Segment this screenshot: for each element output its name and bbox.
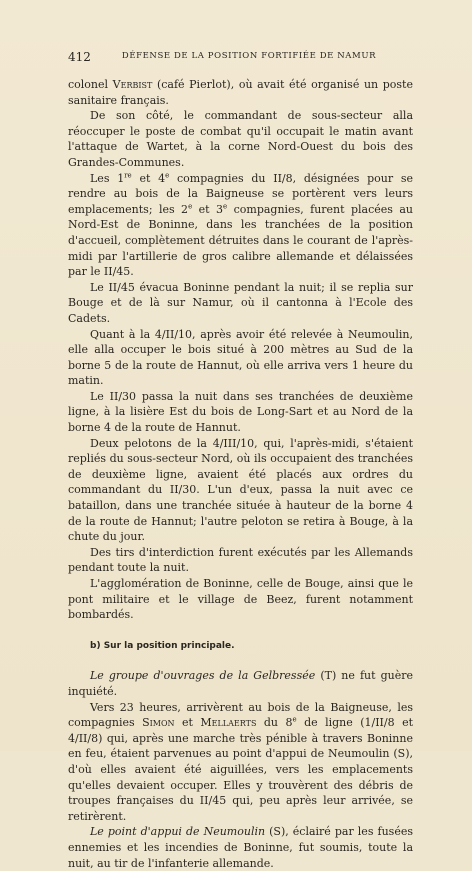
paragraph-p6 (68, 389, 413, 436)
text-segment: e (165, 170, 170, 179)
paragraph-p4 (68, 280, 413, 327)
text-segment: De son côté, le commandant de sous-secteur alla réoccuper le poste de combat qu'il occupait le matin avant l'attaque de Wartet, à la corne Nord-Ouest du bois des Grandes-Communes. (68, 109, 413, 169)
text-segment: re (124, 170, 132, 179)
text-segment: Les 1 (90, 171, 125, 185)
text-segment: Le groupe d'ouvrages de la Gelbressée (90, 669, 316, 683)
text-segment: (S), éclairé par les fusées ennemies et les incendies de Boninne, fut soumis, toute la nuit, au tir de l'infanterie allemande. (68, 825, 413, 870)
text-segment: Le II/45 évacua Boninne pendant la nuit; il se replia sur Bouge et de là sur Namur, où il cantonna à l'Ecole des Cadets. (68, 280, 413, 325)
text-segment: et 4 (131, 171, 166, 185)
paragraph-p2 (68, 108, 413, 170)
text-block-before-heading (68, 77, 413, 623)
text-segment: Le point d'appui de Neumoulin (90, 825, 266, 839)
paragraph-p5 (68, 327, 413, 389)
section-heading: b) Sur la position principale. (90, 640, 235, 651)
paragraph-p11 (68, 700, 413, 825)
paragraph-p7 (68, 436, 413, 545)
text-segment: e (292, 715, 297, 724)
text-segment: du 8 (256, 716, 293, 730)
text-segment: Mellaerts (200, 716, 257, 730)
paragraph-p8 (68, 545, 413, 576)
text-segment: Le II/30 passa la nuit dans ses tranchées de deuxième ligne, à la lisière Est du bois de Long-Sart et au Nord de la borne 4 de la route de Hannut. (68, 389, 413, 435)
text-segment: et 3 (192, 202, 224, 216)
paragraph-p3 (68, 171, 413, 280)
text-segment: (café Pierlot), où avait été organisé un poste sanitaire français. (68, 78, 413, 107)
text-block-after-heading (68, 668, 413, 871)
paragraph-p9 (68, 576, 413, 623)
text-segment: Deux pelotons de la 4/III/10, qui, l'après-midi, s'étaient repliés du sous-secteur Nord, où ils occupaient des tranchées de deuxième ligne, avaient été placés aux ordres du commandant du II/30. L'un d'eux, passa la nuit avec ce bataillon, dans une tranchée située à hauteur de la borne 4 de la route de Hannut; l'autre peloton se retira à Bouge, à la chute du jour. (68, 436, 413, 544)
text-segment: Vers 23 heures, arrivèrent au bois de la Baigneuse, les compagnies (68, 700, 413, 730)
paragraph-p12 (68, 824, 413, 871)
text-segment: Simon (142, 716, 175, 730)
paragraph-p1 (68, 77, 413, 108)
text-segment: et (174, 716, 201, 730)
text-segment: compagnies, furent placées au Nord-Est de Boninne, dans les tranchées de la position d'accueil, complètement détruites dans le courant de l'après-midi par l'artillerie de gros calibre allemande et délaissées par le II/45. (68, 202, 414, 279)
body-text (68, 77, 413, 871)
text-segment: L'agglomération de Boninne, celle de Bouge, ainsi que le pont militaire et le village de Beez, furent notamment bombardés. (68, 577, 413, 622)
page-header (68, 50, 412, 64)
text-segment: e (223, 202, 228, 211)
text-segment: Des tirs d'interdiction furent exécutés par les Allemands pendant toute la nuit. (68, 545, 413, 575)
paragraph-p10 (68, 668, 413, 699)
text-segment: e (188, 202, 193, 211)
text-segment: Verbist (112, 78, 153, 91)
text-segment: (T) ne fut guère inquiété. (68, 669, 413, 698)
text-segment: colonel (68, 78, 113, 91)
text-segment: Quant à la 4/II/10, après avoir été relevée à Neumoulin, elle alla occuper le bois situé à 200 mètres au Sud de la borne 5 de la route de Hannut, où elle arriva vers 1 heure du matin. (68, 327, 413, 388)
text-segment: de ligne (1/II/8 et 4/II/8) qui, après une marche très pénible à travers Boninne en feu, étaient parvenues au point d'appui de Neumoulin (S), d'où elles avaient été aiguillées, vers les emplacements qu'elles devaient occuper. Elles y trouvèrent des débris de troupes françaises du II/45 qui, peu après leur arrivée, se retirèrent. (68, 716, 413, 823)
running-title: DÉFENSE DE LA POSITION FORTIFIÉE DE NAMUR (121, 51, 377, 61)
text-segment: compagnies du II/8, désignées pour se rendre au bois de la Baigneuse se portèrent vers leurs emplacements; les 2 (68, 171, 413, 216)
page-number: 412 (68, 50, 91, 64)
